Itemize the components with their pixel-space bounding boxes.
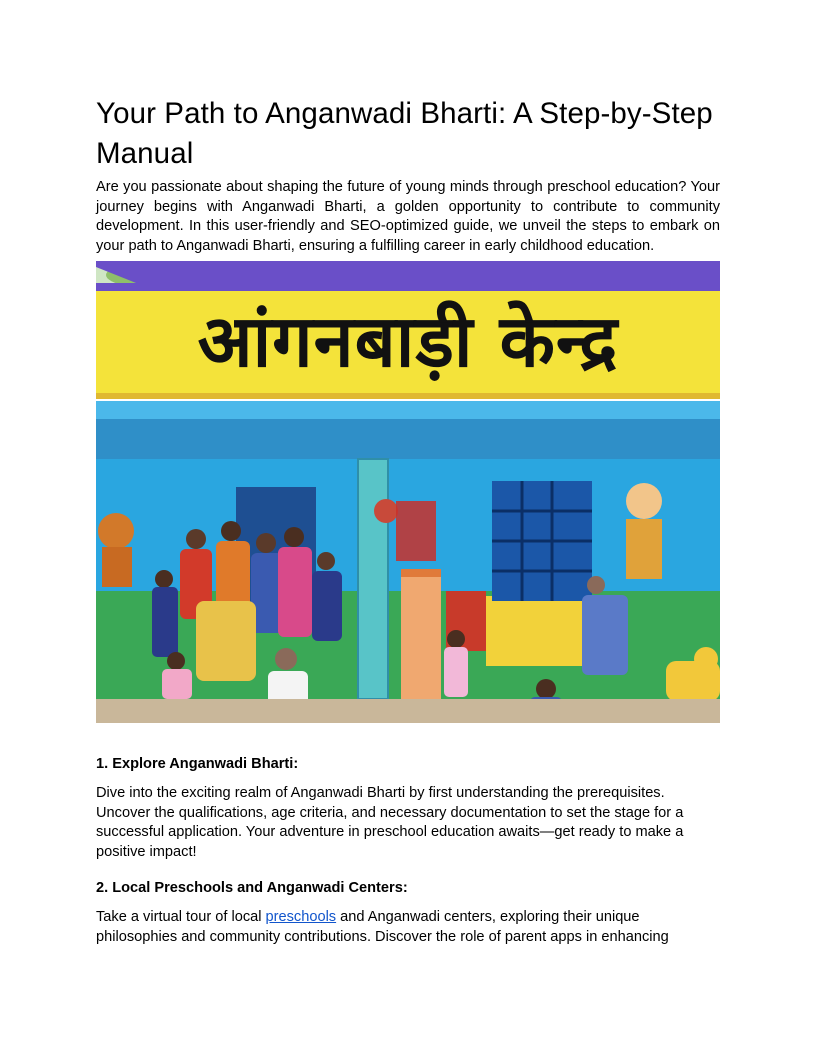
section-2-body — [96, 908, 720, 947]
document-page — [96, 94, 720, 964]
anganwadi-sign-text: आंगनबाड़ी केन्द्र — [197, 299, 619, 383]
preschools-link[interactable]: preschools — [265, 909, 337, 925]
section-1-body: Dive into the exciting realm of Anganwadi Bharti by first understanding the prerequisites. Uncover the qualifications, age criteria, and necessary documentation to set the stage for a successful application. Your adventure in preschool education awaits—get ready to make a positive impact! — [96, 785, 684, 860]
anganwadi-center-photo — [96, 261, 720, 723]
intro-paragraph: Are you passionate about shaping the future of young minds through preschool education? Your journey begins with Anganwadi Bharti, a golden opportunity to contribute to community development. In this user-friendly and SEO-optimized guide, we unveil the steps to embark on your path to Anganwadi Bharti, ensuring a fulfilling career in early childhood education. — [96, 179, 720, 254]
section-2-body-end: and Anganwadi centers, exploring their unique philosophies and community contributions. Discover the role of parent apps in enhancing — [96, 909, 669, 945]
section-2-heading: 2. Local Preschools and Anganwadi Centers: — [96, 880, 408, 896]
page-title: Your Path to Anganwadi Bharti: A Step-by-Step Manual — [96, 97, 713, 170]
section-2-body-start: Take a virtual tour of local — [96, 909, 266, 925]
section-1-heading: 1. Explore Anganwadi Bharti: — [96, 756, 299, 772]
